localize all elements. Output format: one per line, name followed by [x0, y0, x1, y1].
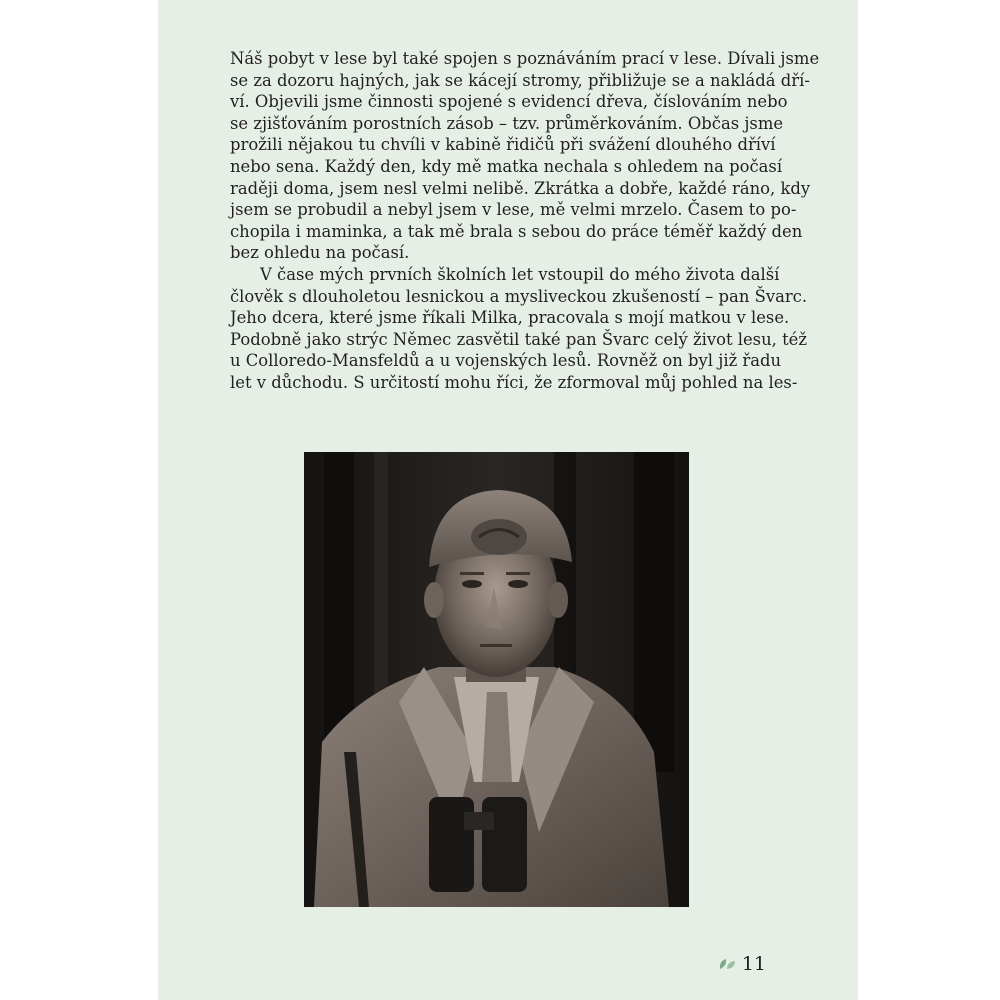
text-line: Náš pobyt v lese byl také spojen s poznáváním prací v lese. Dívali jsme: [230, 49, 820, 68]
portrait-photo-illustration: [304, 452, 689, 907]
text-line: raději doma, jsem nesl velmi nelibě. Zkrátka a dobře, každé ráno, kdy: [230, 178, 811, 198]
text-line: V čase mých prvních školních let vstoupil do mého života další: [260, 264, 780, 284]
text-line: ví. Objevili jsme činnosti spojené s evidencí dřeva, číslováním nebo: [230, 92, 788, 112]
text-line: Podobně jako strýc Němec zasvětil také pan Švarc celý život lesu, též: [230, 329, 807, 349]
text-line: prožili nějakou tu chvíli v kabině řidičů při svážení dlouhého dříví: [230, 135, 776, 155]
paragraph-1: [230, 48, 820, 264]
text-line: let v důchodu. S určitostí mohu říci, že zformoval můj pohled na les-: [230, 372, 798, 392]
page-footer: [718, 953, 766, 975]
text-line: nebo sena. Každý den, kdy mě matka nechala s ohledem na počasí: [230, 156, 783, 176]
portrait-photo: [304, 452, 689, 907]
text-line: Jeho dcera, které jsme říkali Milka, pracovala s mojí matkou v lese.: [230, 308, 790, 328]
text-line: chopila i maminka, a tak mě brala s sebou do práce téměř každý den: [230, 221, 803, 241]
text-line: se za dozoru hajných, jak se kácejí stromy, přibližuje se a nakládá dří-: [230, 70, 810, 90]
text-line: se zjišťováním porostních zásob – tzv. průměrkováním. Občas jsme: [230, 113, 784, 133]
text-line: jsem se probudil a nebyl jsem v lese, mě velmi mrzelo. Časem to po-: [230, 200, 797, 220]
body-text: [230, 48, 820, 394]
paragraph-2: [230, 264, 808, 394]
page-number: 11: [741, 953, 766, 975]
text-line: člověk s dlouholetou lesnickou a mysliveckou zkušeností – pan Švarc.: [230, 286, 808, 306]
text-line: bez ohledu na počasí.: [230, 243, 410, 263]
text-line: u Colloredo-Mansfeldů a u vojenských lesů. Rovněž on byl již řadu: [230, 351, 782, 371]
book-page: [158, 0, 858, 1000]
leaf-ornament-icon: [718, 957, 738, 971]
